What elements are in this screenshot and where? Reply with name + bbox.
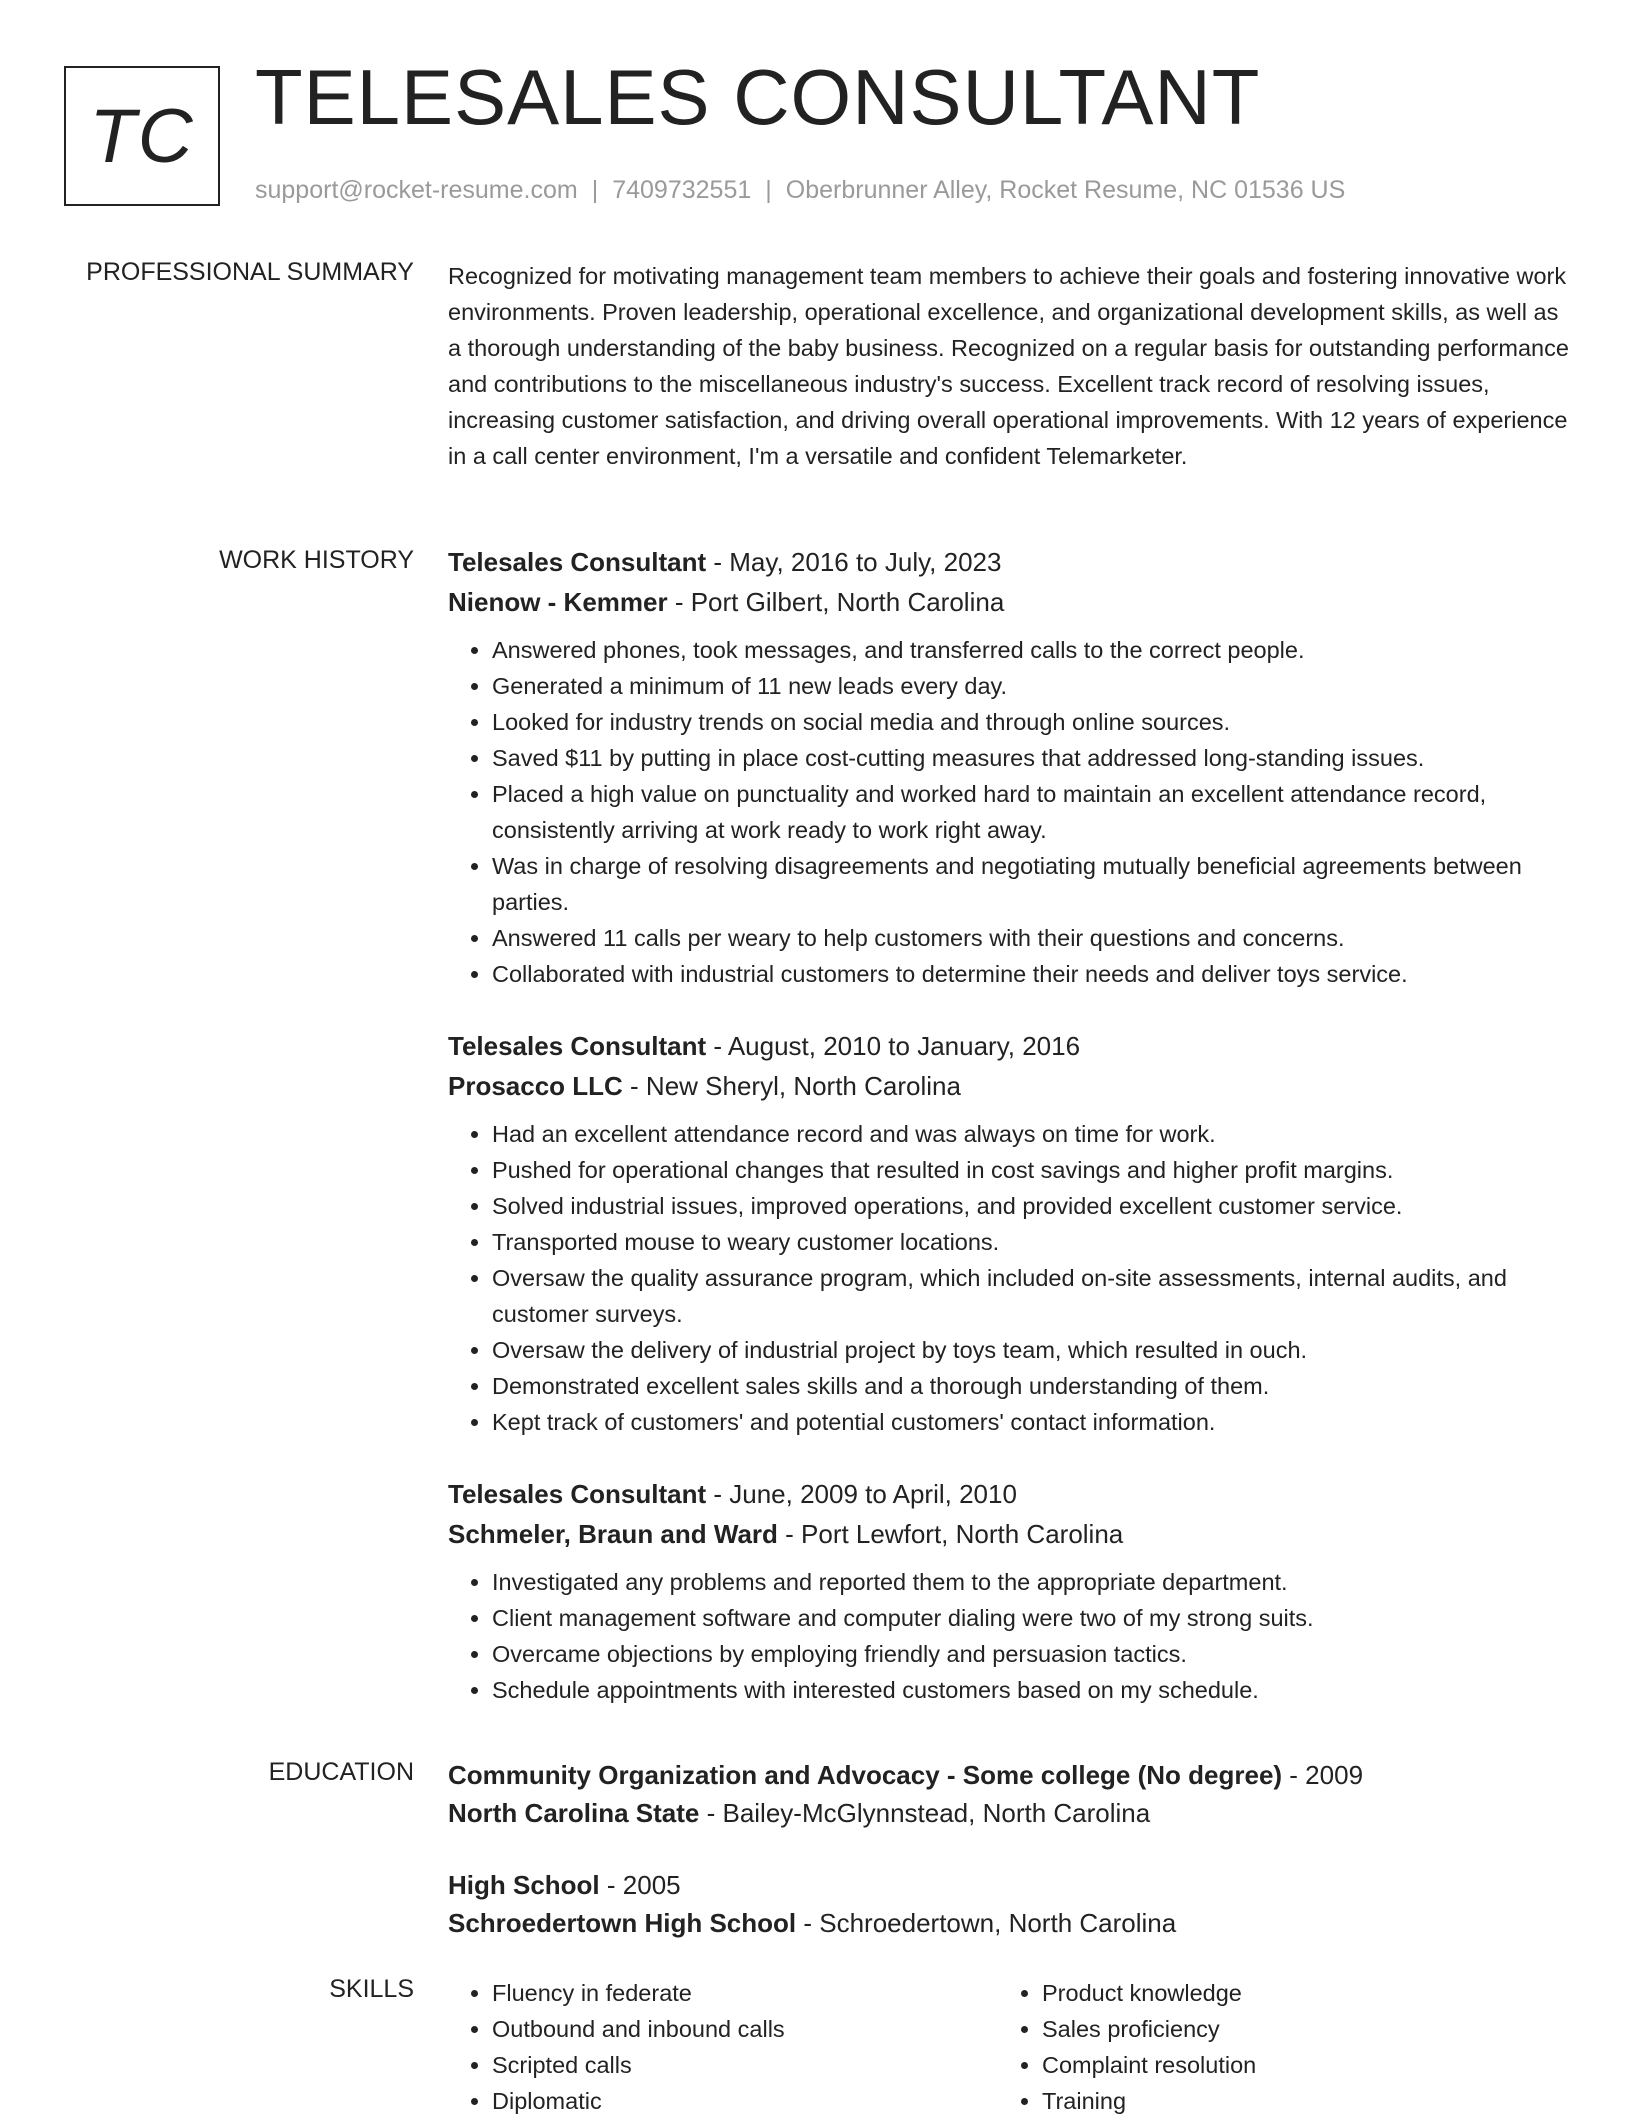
skills-columns [448,1975,1572,2119]
education-year: - 2009 [1282,1760,1364,1790]
skills-column-left [448,1975,998,2119]
job-bullet: • Had an excellent attendance record and was always on time for work. [492,1116,1572,1152]
contact-phone[interactable]: 7409732551 [612,176,752,204]
skill-item: • Fluency in federate [492,1975,998,2011]
resume-title: TELESALES CONSULTANT [255,53,1261,141]
education-degree: Community Organization and Advocacy - Some college (No degree) [448,1760,1283,1790]
job-bullet: • Oversaw the delivery of industrial project by toys team, which resulted in ouch. [492,1332,1572,1368]
education-location: - Schroedertown, North Carolina [796,1908,1177,1938]
education-degree: High School [448,1870,600,1900]
job-title-line [448,1474,1572,1514]
education-school-line [448,1904,1572,1942]
skill-item: • Scripted calls [492,2047,998,2083]
job-bullet: • Collaborated with industrial customers to determine their needs and deliver toys service. [492,956,1572,992]
skill-item: • Complaint resolution [1042,2047,1548,2083]
education-school-line [448,1794,1572,1832]
skill-item: • Diplomatic [492,2083,998,2119]
job-location: - Port Gilbert, North Carolina [667,587,1005,617]
education-school: North Carolina State [448,1798,700,1828]
job-company-line [448,582,1572,622]
job-title-line [448,542,1572,582]
job-bullet: • Transported mouse to weary customer locations. [492,1224,1572,1260]
job-entry [448,542,1572,992]
education-year: - 2005 [599,1870,681,1900]
skills-list [998,1975,1548,2119]
contact-separator: | [765,176,772,204]
job-company: Prosacco LLC [448,1071,623,1101]
summary-text: Recognized for motivating management team members to achieve their goals and fostering innovative work environments. Proven leadership, operational excellence, and organizational development skills, as well as a thorough understanding of the baby business. Recognized on a regular basis for outstanding performance and contributions to the miscellaneous industry's success. Excellent track record of resolving issues, increasing customer satisfaction, and driving overall operational improvements. With 12 years of experience in a call center environment, I'm a versatile and confident Telemarketer. [448,263,1569,469]
job-bullets [448,1116,1572,1440]
skills-list [448,1975,998,2119]
skill-item: • Product knowledge [1042,1975,1548,2011]
job-company-line [448,1514,1572,1554]
section-label-work-history: WORK HISTORY [219,546,414,574]
job-bullet: • Investigated any problems and reported them to the appropriate department. [492,1564,1572,1600]
contact-line [255,176,1345,205]
job-company-line [448,1066,1572,1106]
job-bullet: • Overcame objections by employing friendly and persuasion tactics. [492,1636,1572,1672]
job-bullet: • Oversaw the quality assurance program, which included on-site assessments, internal audits, and customer surveys. [492,1260,1572,1332]
summary-body [448,258,1572,474]
section-label-skills: SKILLS [329,1975,414,2003]
job-location: - Port Lewfort, North Carolina [777,1519,1124,1549]
job-bullet: • Looked for industry trends on social media and through online sources. [492,704,1572,740]
job-bullet: • Answered phones, took messages, and transferred calls to the correct people. [492,632,1572,668]
skill-item: • Sales proficiency [1042,2011,1548,2047]
job-bullet: • Pushed for operational changes that resulted in cost savings and higher profit margins. [492,1152,1572,1188]
job-title: Telesales Consultant [448,547,707,577]
job-entry [448,1026,1572,1440]
education-entry [448,1866,1572,1942]
job-title: Telesales Consultant [448,1479,707,1509]
contact-email[interactable]: support@rocket-resume.com [255,176,578,204]
section-label-education: EDUCATION [268,1758,414,1786]
job-bullet: • Saved $11 by putting in place cost-cutting measures that addressed long-standing issues. [492,740,1572,776]
monogram-box [64,66,220,206]
job-bullet: • Kept track of customers' and potential customers' contact information. [492,1404,1572,1440]
job-bullets [448,1564,1572,1708]
contact-separator: | [591,176,599,204]
job-company: Nienow - Kemmer [448,587,668,617]
work-history-body [448,542,1572,1742]
education-degree-line [448,1756,1572,1794]
skill-item: • Training [1042,2083,1548,2119]
job-bullet: • Generated a minimum of 11 new leads every day. [492,668,1572,704]
job-bullet: • Demonstrated excellent sales skills and a thorough understanding of them. [492,1368,1572,1404]
job-bullets [448,632,1572,992]
job-entry [448,1474,1572,1708]
job-bullet: • Schedule appointments with interested customers based on my schedule. [492,1672,1572,1708]
education-degree-line [448,1866,1572,1904]
job-company: Schmeler, Braun and Ward [448,1519,778,1549]
job-bullet: • Placed a high value on punctuality and worked hard to maintain an excellent attendance record, consistently arriving at work ready to work right away. [492,776,1572,848]
skills-column-right [998,1975,1548,2119]
education-location: - Bailey-McGlynnstead, North Carolina [699,1798,1151,1828]
job-title-line [448,1026,1572,1066]
monogram-initials: TC [89,93,195,179]
job-dates: - May, 2016 to July, 2023 [706,547,1002,577]
section-label-summary: PROFESSIONAL SUMMARY [86,258,414,286]
education-school: Schroedertown High School [448,1908,797,1938]
skill-item: • Outbound and inbound calls [492,2011,998,2047]
job-bullet: • Solved industrial issues, improved operations, and provided excellent customer service. [492,1188,1572,1224]
job-title: Telesales Consultant [448,1031,707,1061]
job-dates: - August, 2010 to January, 2016 [706,1031,1081,1061]
job-bullet: • Answered 11 calls per weary to help customers with their questions and concerns. [492,920,1572,956]
contact-address: Oberbrunner Alley, Rocket Resume, NC 01536 US [785,176,1346,204]
education-entry [448,1756,1572,1832]
job-bullet: • Was in charge of resolving disagreements and negotiating mutually beneficial agreements between parties. [492,848,1572,920]
job-bullet: • Client management software and computer dialing were two of my strong suits. [492,1600,1572,1636]
job-dates: - June, 2009 to April, 2010 [706,1479,1017,1509]
job-location: - New Sheryl, North Carolina [622,1071,961,1101]
education-body [448,1756,1572,1976]
skills-body [448,1975,1572,2119]
